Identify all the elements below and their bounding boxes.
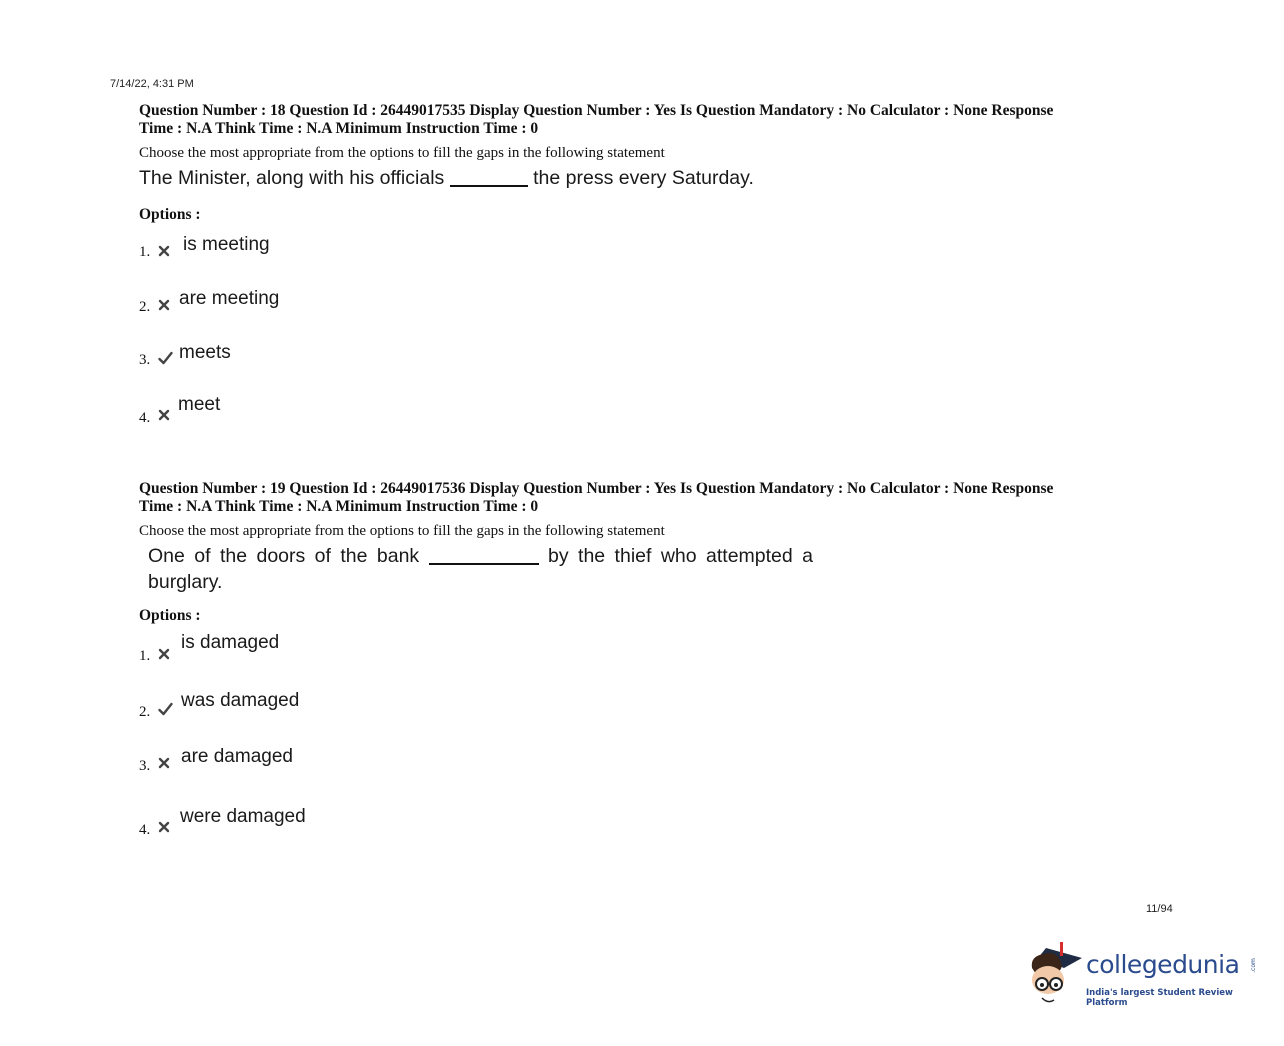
option-2 (139, 690, 439, 720)
option-1 (139, 234, 439, 264)
option-text: are meeting (179, 288, 280, 309)
page-number: 11/94 (1146, 903, 1173, 915)
option-text: is meeting (183, 234, 270, 255)
question-instruction: Choose the most appropriate from the options to fill the gaps in the following statement (139, 523, 665, 539)
option-3 (139, 746, 439, 776)
cross-icon (157, 408, 171, 422)
print-timestamp: 7/14/22, 4:31 PM (110, 78, 194, 90)
options-label: Options : (139, 206, 201, 223)
option-4 (139, 394, 439, 424)
option-text: was damaged (181, 690, 300, 711)
question-meta-line2: Time : N.A Think Time : N.A Minimum Instruction Time : 0 (139, 120, 539, 137)
cross-icon (157, 647, 171, 661)
question-meta-line2: Time : N.A Think Time : N.A Minimum Instruction Time : 0 (139, 498, 539, 515)
option-number: 4. (139, 822, 151, 838)
option-text: meets (179, 342, 231, 363)
statement-after: the press every Saturday. (533, 167, 754, 189)
logo-tagline: India's largest Student Review Platform (1086, 988, 1233, 1008)
statement-after: by the thief who attempted a (548, 545, 814, 567)
option-text: meet (178, 394, 221, 415)
statement-blank (450, 167, 528, 187)
question-block-18 (139, 102, 1149, 432)
question-statement (139, 165, 1149, 191)
logo-wordmark: collegedunia (1086, 950, 1240, 979)
graduate-mascot-icon (1024, 938, 1086, 1010)
option-3 (139, 342, 439, 372)
logo-suffix: .com (1249, 958, 1257, 973)
option-number: 4. (139, 410, 151, 426)
option-text: are damaged (181, 746, 293, 767)
option-4 (139, 806, 439, 836)
option-number: 3. (139, 758, 151, 774)
option-text: is damaged (181, 632, 280, 653)
statement-before: The Minister, along with his officials (139, 167, 445, 189)
option-number: 2. (139, 704, 151, 720)
question-statement (148, 543, 1149, 569)
options-label: Options : (139, 607, 201, 624)
check-icon (157, 351, 174, 365)
option-number: 3. (139, 352, 151, 368)
option-2 (139, 288, 439, 318)
option-number: 1. (139, 244, 151, 260)
option-number: 1. (139, 648, 151, 664)
option-text: were damaged (180, 806, 306, 827)
check-icon (157, 702, 174, 716)
question-instruction: Choose the most appropriate from the options to fill the gaps in the following statement (139, 145, 665, 161)
cross-icon (157, 244, 171, 258)
question-statement-line2: burglary. (148, 571, 223, 593)
cross-icon (157, 298, 171, 312)
cross-icon (157, 820, 171, 834)
option-1 (139, 632, 439, 662)
option-number: 2. (139, 299, 151, 315)
collegedunia-logo (1024, 938, 1264, 1010)
question-meta: Question Number : 18 Question Id : 26449017535 Display Question Number : Yes Is Question Mandatory : No Calculator : None Response (139, 102, 1054, 119)
question-block-19 (139, 480, 1149, 850)
cross-icon (157, 756, 171, 770)
statement-before: One of the doors of the bank (148, 545, 420, 567)
question-meta: Question Number : 19 Question Id : 26449017536 Display Question Number : Yes Is Question Mandatory : No Calculator : None Response (139, 480, 1054, 497)
statement-blank (429, 545, 539, 565)
